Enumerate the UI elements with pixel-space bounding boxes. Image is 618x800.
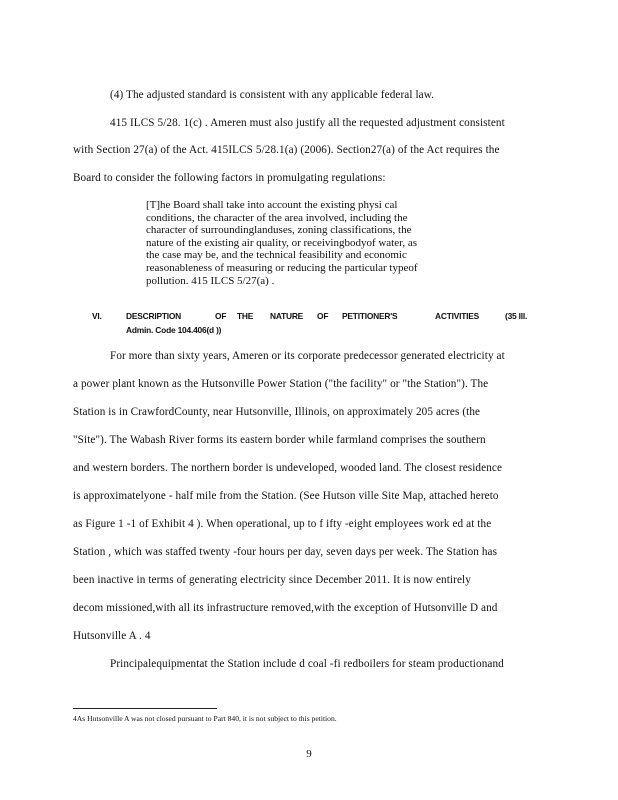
paragraph-2-line: decom missioned,with all its infrastructure removed,with the exception of Hutsonville D and [73,602,498,614]
paragraph-3-line: Principalequipmentat the Station include d coal -fi redboilers for steam productionand [110,658,504,670]
paragraph-2-line: and western borders. The northern border is undeveloped, wooded land. The closest residence [73,462,503,474]
section-heading-word: OF [317,311,329,321]
quote-line: pollution. 415 ILCS 5/27(a) . [146,274,275,287]
section-heading-word: THE [237,311,254,321]
section-heading-line-2: Admin. Code 104.406(d )) [126,325,222,335]
section-heading-word: PETITIONER'S [342,311,398,321]
paragraph-2-line: "Site"). The Wabash River forms its eastern border while farmland comprises the southern [73,434,486,446]
paragraph-2-line: Station , which was staffed twenty -four hours per day, seven days per week. The Station has [73,546,498,558]
paragraph-2-line: as Figure 1 -1 of Exhibit 4 ). When operational, up to f ifty -eight employees work ed at the [73,518,492,530]
quote-line: nature of the existing air quality, or receivingbodyof water, as [146,236,418,249]
paragraph-2-line: been inactive in terms of generating electricity since December 2011. It is now entirely [73,574,471,586]
quote-line: character of surroundinglanduses, zoning classifications, the [146,224,412,237]
quote-line: [T]he Board shall take into account the existing physi cal [146,199,398,211]
paragraph-2-line: is approximatelyone - half mile from the Station. (See Hutson ville Site Map, attached hereto [73,490,499,502]
footnote: 4As Hutsonville A was not closed pursuant to Part 840, it is not subject to this petition. [73,714,337,723]
block-quote [146,199,472,287]
paragraph-1-line-2: with Section 27(a) of the Act. 415ILCS 5/28.1(a) (2006). Section27(a) of the Act requires the [73,144,500,156]
paragraph-1-line-3: Board to consider the following factors in promulgating regulations: [73,172,386,184]
footnote-separator [73,708,217,709]
paragraph-1-line-1: 415 ILCS 5/28. 1(c) . Ameren must also justify all the requested adjustment consistent [110,117,505,129]
item-4-text: (4) The adjusted standard is consistent with any applicable federal law. [110,89,435,101]
section-heading-word: ACTIVITIES [435,311,480,321]
paragraph-2-line: For more than sixty years, Ameren or its corporate predecessor generated electricity at [110,350,505,362]
quote-line: conditions, the character of the area involved, including the [146,211,408,224]
paragraph-2-line: Station is in CrawfordCounty, near Hutsonville, Illinois, on approximately 205 acres (the [73,406,481,418]
quote-line: reasonableness of measuring or reducing the particular typeof [146,261,418,274]
quote-line: the case may be, and the technical feasibility and economic [146,249,407,262]
section-heading-number: VI. [92,311,102,321]
page-number: 9 [306,748,312,760]
section-heading-word: DESCRIPTION [126,311,182,321]
paragraph-2-line: a power plant known as the Hutsonville Power Station ("the facility" or "the Station"). The [73,378,489,390]
section-heading-word: OF [215,311,227,321]
paragraph-2-line: Hutsonville A . 4 [73,630,151,642]
section-heading-citation: (35 Ill. [505,311,528,321]
section-heading-word: NATURE [270,311,304,321]
